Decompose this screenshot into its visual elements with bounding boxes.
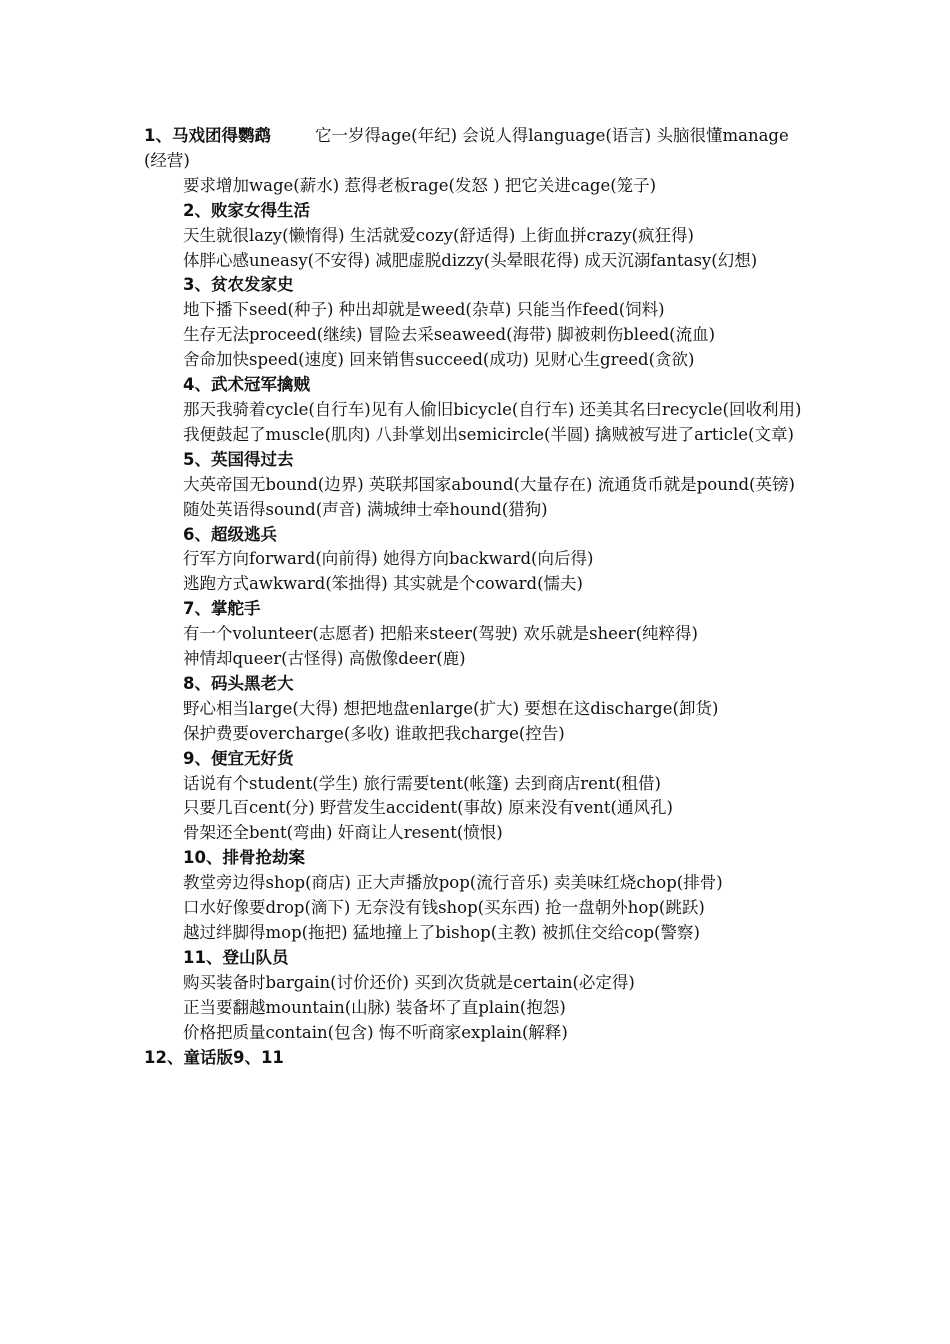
section-line: 逃跑方式awkward(笨拙得) 其实就是个coward(懦夫) [183, 574, 583, 594]
section-title: 3、贫农发家史 [183, 275, 294, 295]
section-line: 我便鼓起了muscle(肌肉) 八卦掌划出semicircle(半圆) 擒贼被写进了article(文章) [183, 424, 794, 444]
section-title: 4、武术冠军擒贼 [183, 375, 310, 395]
section-line: 话说有个student(学生) 旅行需要tent(帐篷) 去到商店rent(租借) [183, 773, 661, 793]
section-line: 地下播下seed(种子) 种出却就是weed(杂草) 只能当作feed(饲料) [183, 300, 665, 320]
section-10 [144, 846, 804, 946]
section-inline-text: 它一岁得age(年纪) 会说人得language(语言) 头脑很懂manage(经营) [144, 126, 789, 170]
section-6 [144, 523, 804, 598]
section-title: 6、超级逃兵 [183, 524, 277, 544]
section-title: 10、排骨抢劫案 [183, 848, 305, 868]
section-title: 5、英国得过去 [183, 449, 294, 469]
section-title: 9、便宜无好货 [183, 748, 294, 768]
section-line: 有一个volunteer(志愿者) 把船来steer(驾驶) 欢乐就是sheer(纯粹得) [183, 624, 698, 644]
section-line: 生存无法proceed(继续) 冒险去采seaweed(海带) 脚被刺伤bleed(流血) [183, 325, 716, 345]
section-8 [144, 672, 804, 747]
section-title: 7、掌舵手 [183, 599, 261, 619]
section-line: 价格把质量contain(包含) 悔不听商家explain(解释) [183, 1022, 568, 1042]
section-line: 大英帝国无bound(边界) 英联邦国家abound(大量存在) 流通货币就是pound(英镑) [183, 474, 795, 494]
section-line: 口水好像要drop(滴下) 无奈没有钱shop(买东西) 抢一盘朝外hop(跳跃) [183, 898, 705, 918]
section-line: 购买装备时bargain(讨价还价) 买到次货就是certain(必定得) [183, 972, 635, 992]
section-line: 那天我骑着cycle(自行车)见有人偷旧bicycle(自行车) 还美其名曰recycle(回收利用) [183, 399, 802, 419]
section-line: 正当要翻越mountain(山脉) 装备坏了直plain(抱怨) [183, 997, 566, 1017]
section-title: 8、码头黑老大 [183, 673, 294, 693]
section-line: 舍命加快speed(速度) 回来销售succeed(成功) 见财心生greed(贪欲) [183, 350, 695, 370]
section-line: 体胖心感uneasy(不安得) 减肥虚脱dizzy(头晕眼花得) 成天沉溺fantasy(幻想) [183, 250, 758, 270]
section-title: 11、登山队员 [183, 947, 289, 967]
section-line: 随处英语得sound(声音) 满城绅士牵hound(猎狗) [183, 499, 548, 519]
section-3 [144, 273, 804, 373]
section-12 [144, 1046, 804, 1071]
section-line: 越过绊脚得mop(拖把) 猛地撞上了bishop(主教) 被抓住交给cop(警察) [183, 923, 700, 942]
section-line: 保护费要overcharge(多收) 谁敢把我charge(控告) [183, 723, 565, 743]
section-7 [144, 597, 804, 672]
section-line: 要求增加wage(薪水) 惹得老板rage(发怒 ) 把它关进cage(笼子) [183, 175, 657, 195]
section-1-first-line [144, 124, 804, 174]
section-line: 行军方向forward(向前得) 她得方向backward(向后得) [183, 549, 594, 569]
section-1 [144, 124, 804, 199]
section-line: 天生就很lazy(懒惰得) 生活就爱cozy(舒适得) 上街血拼crazy(疯狂得) [183, 225, 694, 245]
section-5 [144, 448, 804, 523]
section-9 [144, 747, 804, 847]
section-11 [144, 946, 804, 1046]
section-line: 神情却queer(古怪得) 高傲像deer(鹿) [183, 649, 466, 669]
section-title: 12、童话版9、11 [144, 1047, 284, 1067]
section-title: 1、马戏团得鹦鹉 [144, 126, 271, 145]
section-line: 教堂旁边得shop(商店) 正大声播放pop(流行音乐) 卖美味红烧chop(排骨) [183, 873, 723, 893]
section-line: 只要几百cent(分) 野营发生accident(事故) 原来没有vent(通风孔) [183, 798, 673, 818]
section-2 [144, 199, 804, 274]
section-line: 骨架还全bent(弯曲) 奸商让人resent(愤恨) [183, 823, 503, 843]
section-4 [144, 373, 804, 448]
section-title: 2、败家女得生活 [183, 200, 310, 220]
document-page [144, 124, 804, 1070]
section-line: 野心相当large(大得) 想把地盘enlarge(扩大) 要想在这discharge(卸货) [183, 698, 719, 718]
